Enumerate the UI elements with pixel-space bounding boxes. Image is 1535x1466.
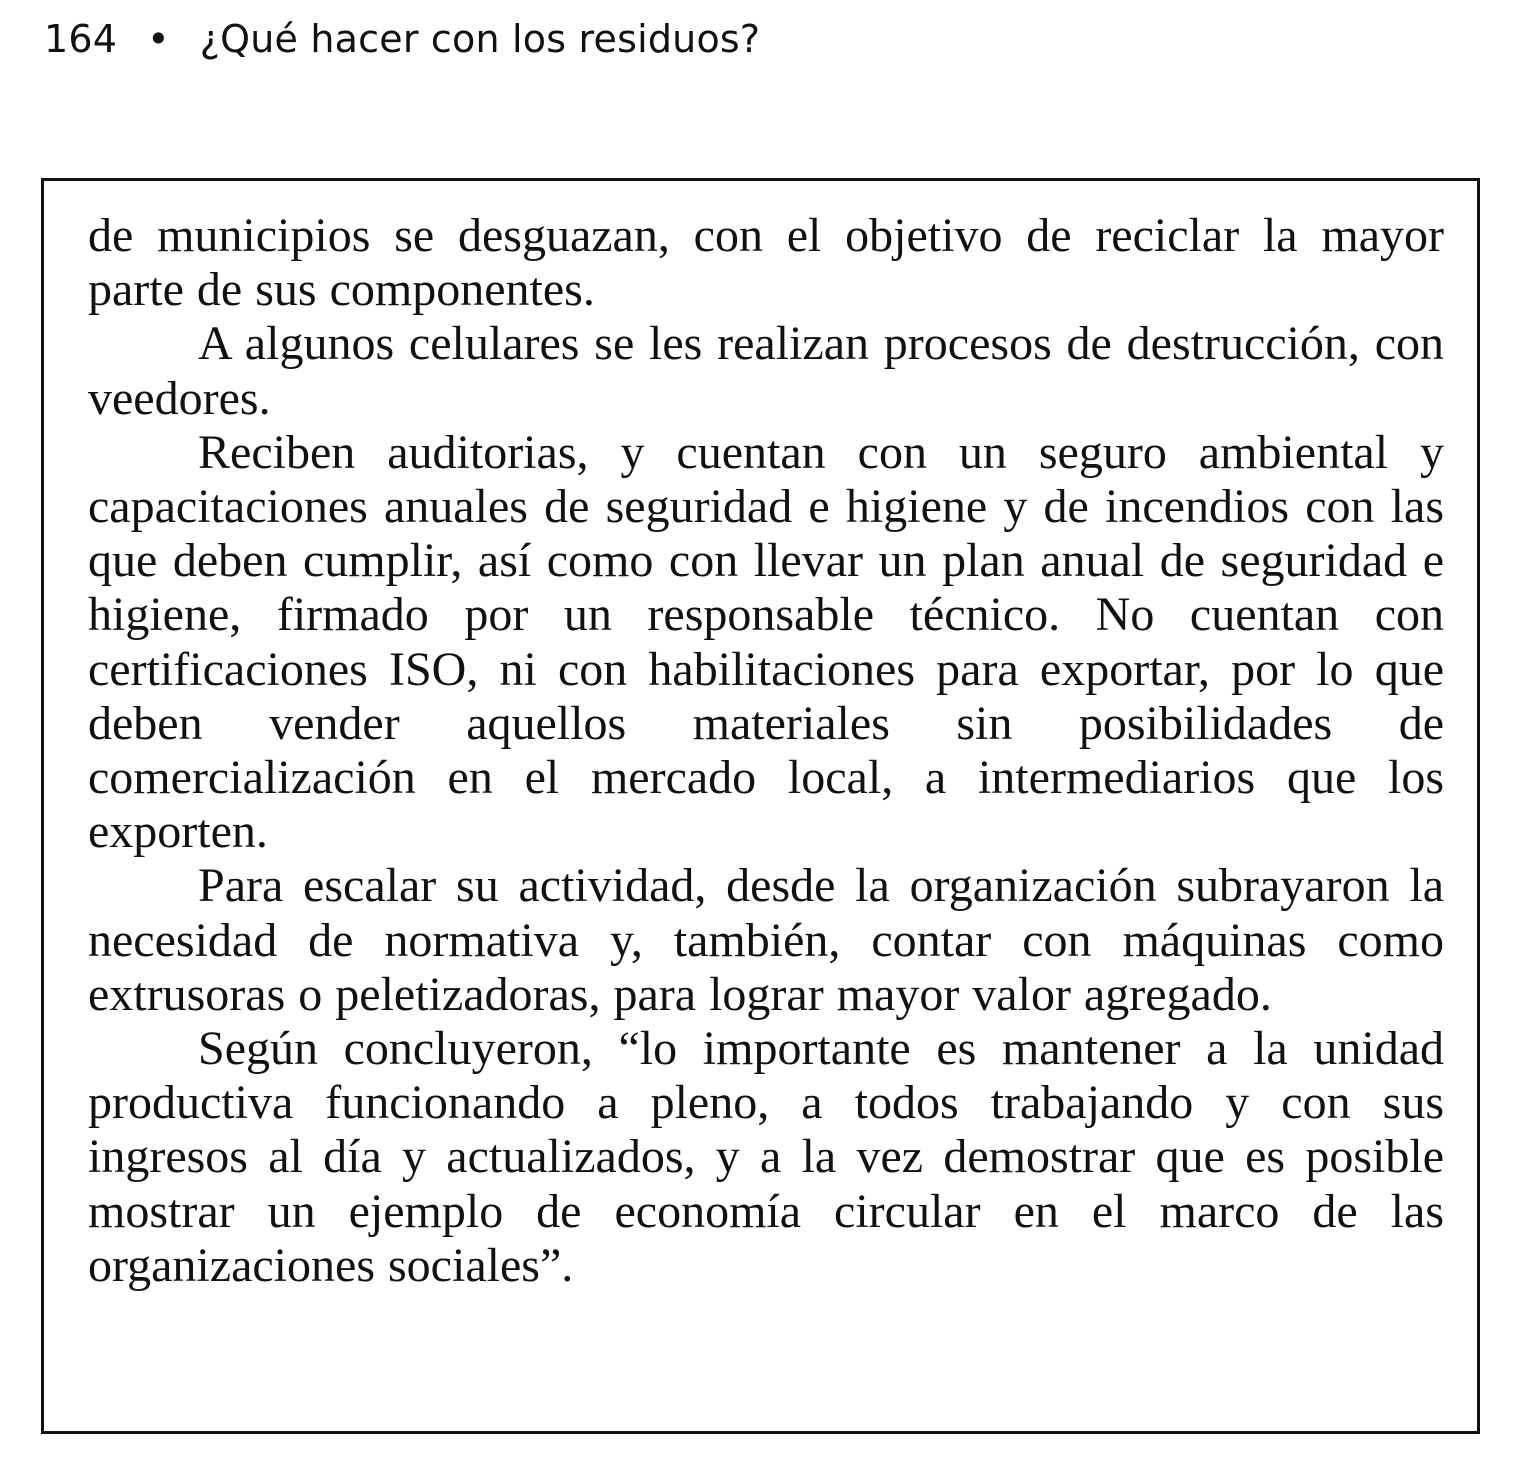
paragraph-celulares: A algunos celulares se les realizan procesos de destrucción, con veedores. (88, 317, 1444, 425)
paragraph-continuation: de municipios se desguazan, con el objetivo de reciclar la mayor parte de sus componentes. (88, 209, 1444, 317)
boxed-text-frame (41, 178, 1480, 1434)
paragraph-escalar: Para escalar su actividad, desde la organización subrayaron la necesidad de normativa y, también, contar con máquinas como extrusoras o peletizadoras, para lograr mayor valor agregado. (88, 859, 1444, 1021)
chapter-title: ¿Qué hacer con los residuos? (199, 17, 761, 61)
page-number: 164 (44, 17, 118, 61)
running-head (44, 14, 760, 64)
bullet-separator: • (147, 17, 170, 61)
boxed-text-body (88, 209, 1444, 1293)
paragraph-conclusion: Según concluyeron, “lo importante es mantener a la unidad productiva funcionando a pleno, a todos trabajando y con sus ingresos al día y actualizados, y a la vez demostrar que es posible mostrar un ejemplo de economía circular en el marco de las organizaciones sociales”. (88, 1022, 1444, 1292)
paragraph-auditorias: Reciben auditorias, y cuentan con un seguro ambiental y capacitaciones anuales de seguridad e higiene y de incendios con las que deben cumplir, así como con llevar un plan anual de seguridad e higiene, firmado por un responsable técnico. No cuentan con certificaciones ISO, ni con habilitaciones para exportar, por lo que deben vender aquellos materiales sin posibilidades de comercialización en el mercado local, a intermediarios que los exporten. (88, 425, 1444, 859)
